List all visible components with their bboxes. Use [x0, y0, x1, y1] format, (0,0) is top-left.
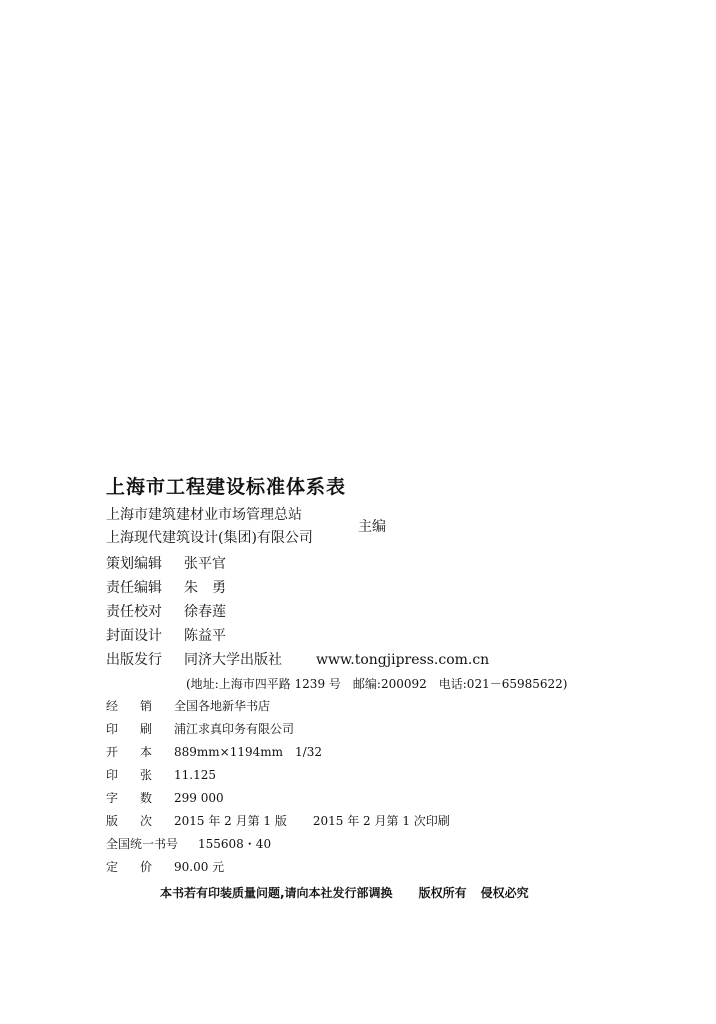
spec-value: 全国各地新华书店: [174, 699, 271, 713]
credit-label: 责任编辑: [106, 580, 162, 596]
publisher-postcode: 邮编:200092: [352, 677, 427, 691]
credit-cover-designer: [106, 624, 526, 648]
publisher-row: [106, 648, 526, 672]
quality-statement: 本书若有印装质量问题,请向本社发行部调换: [160, 886, 393, 900]
spec-printer: [106, 718, 526, 741]
credit-planning-editor: [106, 552, 526, 576]
copyright-statement: 版权所有: [418, 886, 467, 900]
spec-label: 版 次: [106, 814, 153, 828]
credit-label: 封面设计: [106, 628, 162, 644]
publisher-address: (地址:上海市四平路 1239 号: [186, 677, 341, 691]
spec-label: 经 销: [106, 699, 153, 713]
spec-label: 印 张: [106, 768, 153, 782]
credit-value: 陈益平: [184, 628, 226, 644]
publisher-phone: 电话:021－65985622): [438, 677, 568, 691]
spec-sheets: [106, 764, 526, 787]
spec-label: 定 价: [106, 860, 153, 874]
publisher-label: 出版发行: [106, 652, 162, 668]
spec-format: [106, 741, 526, 764]
spec-distributor: [106, 695, 526, 718]
spec-label: 全国统一书号: [106, 837, 179, 851]
spec-price: [106, 856, 526, 879]
spec-wordcount: [106, 787, 526, 810]
credit-value: 张平官: [184, 556, 226, 572]
spec-value: 299 000: [174, 791, 224, 805]
spec-label: 字 数: [106, 791, 153, 805]
spec-label: 印 刷: [106, 722, 153, 736]
credit-value: 朱 勇: [184, 580, 226, 596]
credit-responsible-editor: [106, 576, 526, 600]
publication-specs: [106, 695, 526, 879]
chief-editors: [106, 504, 426, 548]
editor-role: 主编: [358, 519, 386, 535]
piracy-statement: 侵权必究: [480, 886, 529, 900]
credits-list: [106, 552, 526, 672]
credit-proofreader: [106, 600, 526, 624]
spec-book-number: [106, 833, 526, 856]
editor-org-1: 上海市建筑建材业市场管理总站: [106, 507, 302, 523]
publisher-name: 同济大学出版社: [184, 652, 282, 668]
publisher-contact: [186, 675, 567, 692]
spec-value: 2015 年 2 月第 1 版: [174, 814, 287, 828]
spec-value: 155608・40: [198, 837, 272, 851]
quality-notice: [160, 884, 529, 901]
spec-value: 11.125: [174, 768, 216, 782]
publisher-website: www.tongjipress.com.cn: [316, 652, 490, 668]
editor-org-2: 上海现代建筑设计(集团)有限公司: [106, 530, 313, 546]
spec-value: 浦江求真印务有限公司: [174, 722, 295, 736]
book-title: 上海市工程建设标准体系表: [106, 476, 347, 498]
spec-edition: [106, 810, 526, 833]
credit-label: 责任校对: [106, 604, 162, 620]
spec-value-printing: 2015 年 2 月第 1 次印刷: [312, 814, 450, 828]
credit-value: 徐春莲: [184, 604, 226, 620]
spec-value: 90.00 元: [174, 860, 225, 874]
spec-value: 889mm×1194mm 1/32: [174, 745, 322, 759]
spec-label: 开 本: [106, 745, 153, 759]
credit-label: 策划编辑: [106, 556, 162, 572]
